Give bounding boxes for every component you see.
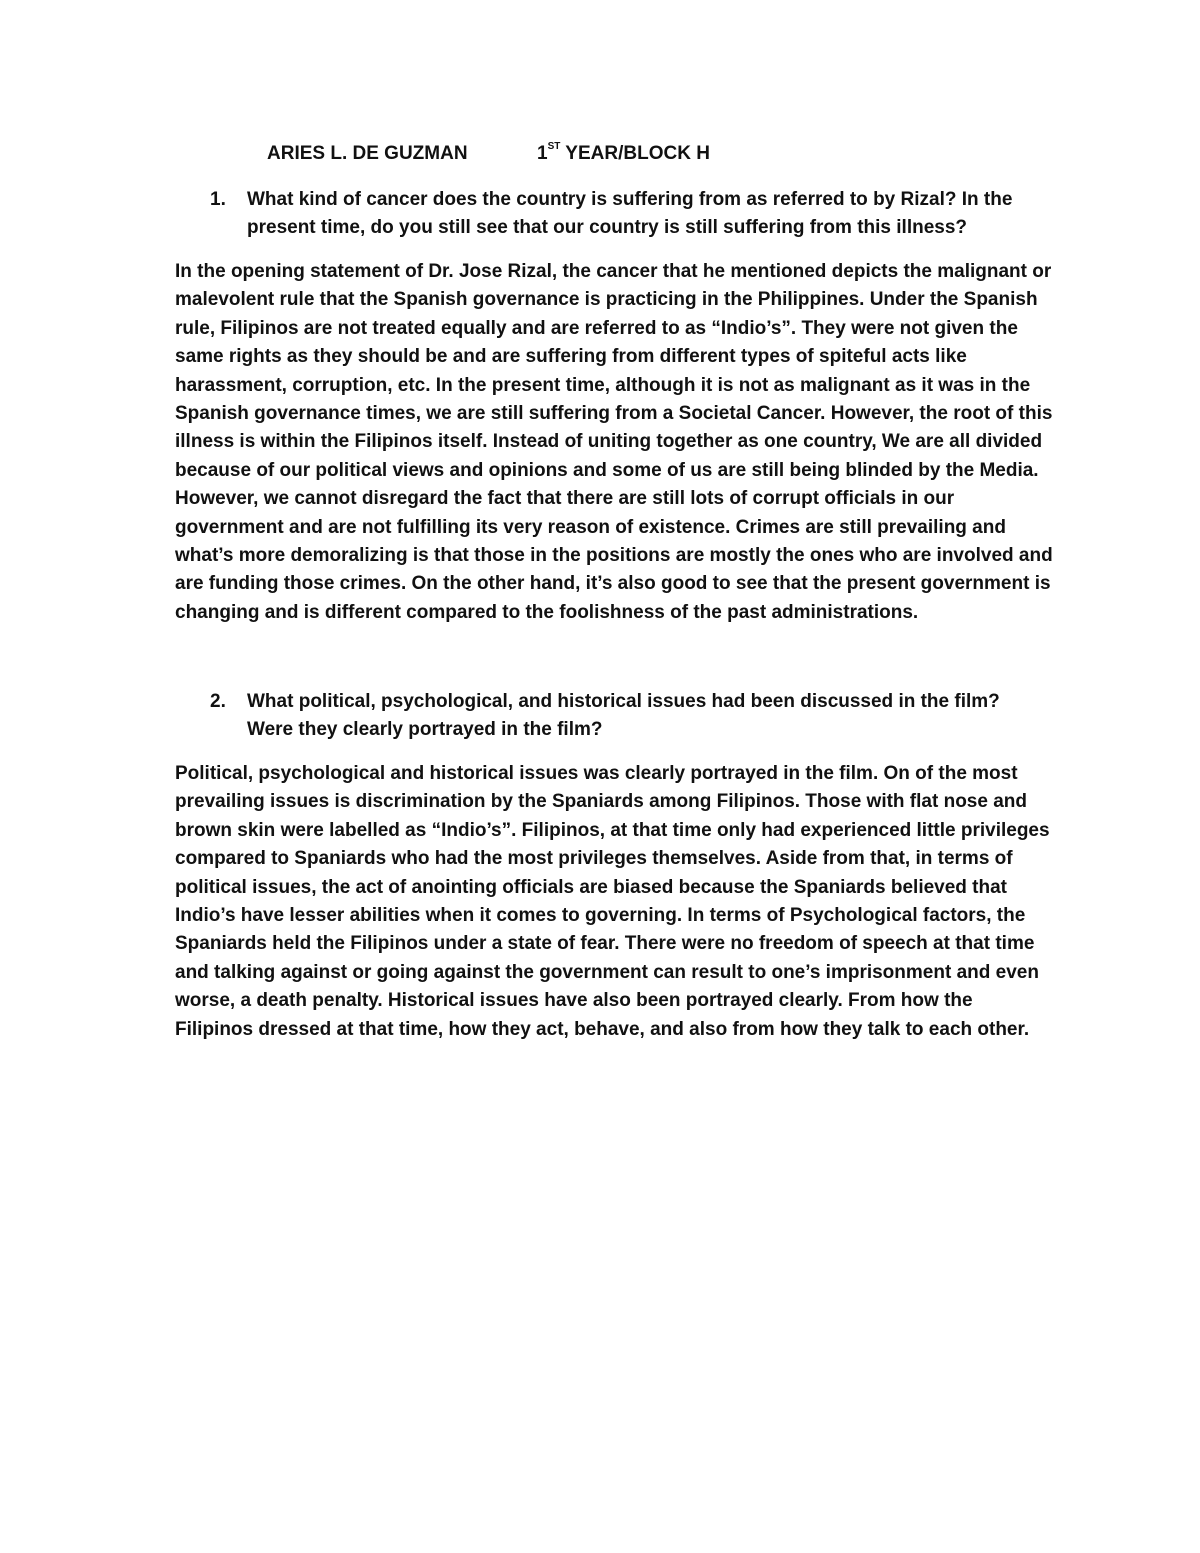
answer-1: In the opening statement of Dr. Jose Rizal, the cancer that he mentioned depicts the malignant or malevolent rule that the Spanish governance is practicing in the Philippines. Under the Spanish rule, Filipinos are not treated equally and are referred to as “Indio’s”. They were not given the same rights as they should be and are suffering from different types of spiteful acts like harassment, corruption, etc. In the present time, although it is not as malignant as it was in the Spanish governance times, we are still suffering from a Societal Cancer. However, the root of this illness is within the Filipinos itself. Instead of uniting together as one country, We are all divided because of our political views and opinions and some of us are still being blinded by the Media. However, we cannot disregard the fact that there are still lots of corrupt officials in our government and are not fulfilling its very reason of existence. Crimes are still prevailing and what’s more demoralizing is that those in the positions are mostly the ones who are involved and are funding those crimes. On the other hand, it’s also good to see that the present government is changing and is different compared to the foolishness of the past administrations. xyxy=(175,261,1053,623)
answer-2: Political, psychological and historical issues was clearly portrayed in the film. On of the most prevailing issues is discrimination by the Spaniards among Filipinos. Those with flat nose and brown skin were labelled as “Indio’s”. Filipinos, at that time only had experienced little privileges compared to Spaniards who had the most privileges themselves. Aside from that, in terms of political issues, the act of anointing officials are biased because the Spaniards believed that Indio’s have lesser abilities when it comes to governing. In terms of Psychological factors, the Spaniards held the Filipinos under a state of fear. There were no freedom of speech at that time and talking against or going against the government can result to one’s imprisonment and even worse, a death penalty. Historical issues have also been portrayed clearly. From how the Filipinos dressed at that time, how they act, behave, and also from how they talk to each other. xyxy=(175,763,1050,1040)
question-number: 2. xyxy=(210,691,226,712)
year-ordinal-suffix: ST xyxy=(547,141,561,152)
question-text: What political, psychological, and historical issues had been discussed in the film? Were they clearly portrayed in the film? xyxy=(247,691,1000,740)
year-block-text: YEAR/BLOCK H xyxy=(560,143,710,164)
year-number: 1 xyxy=(537,143,548,164)
document-header xyxy=(267,143,710,165)
student-name: ARIES L. DE GUZMAN xyxy=(267,143,468,164)
question-2 xyxy=(210,688,1040,744)
question-1 xyxy=(210,186,1040,242)
year-block xyxy=(537,143,710,164)
question-text: What kind of cancer does the country is suffering from as referred to by Rizal? In the present time, do you still see that our country is still suffering from this illness? xyxy=(247,189,1013,238)
question-number: 1. xyxy=(210,189,226,210)
